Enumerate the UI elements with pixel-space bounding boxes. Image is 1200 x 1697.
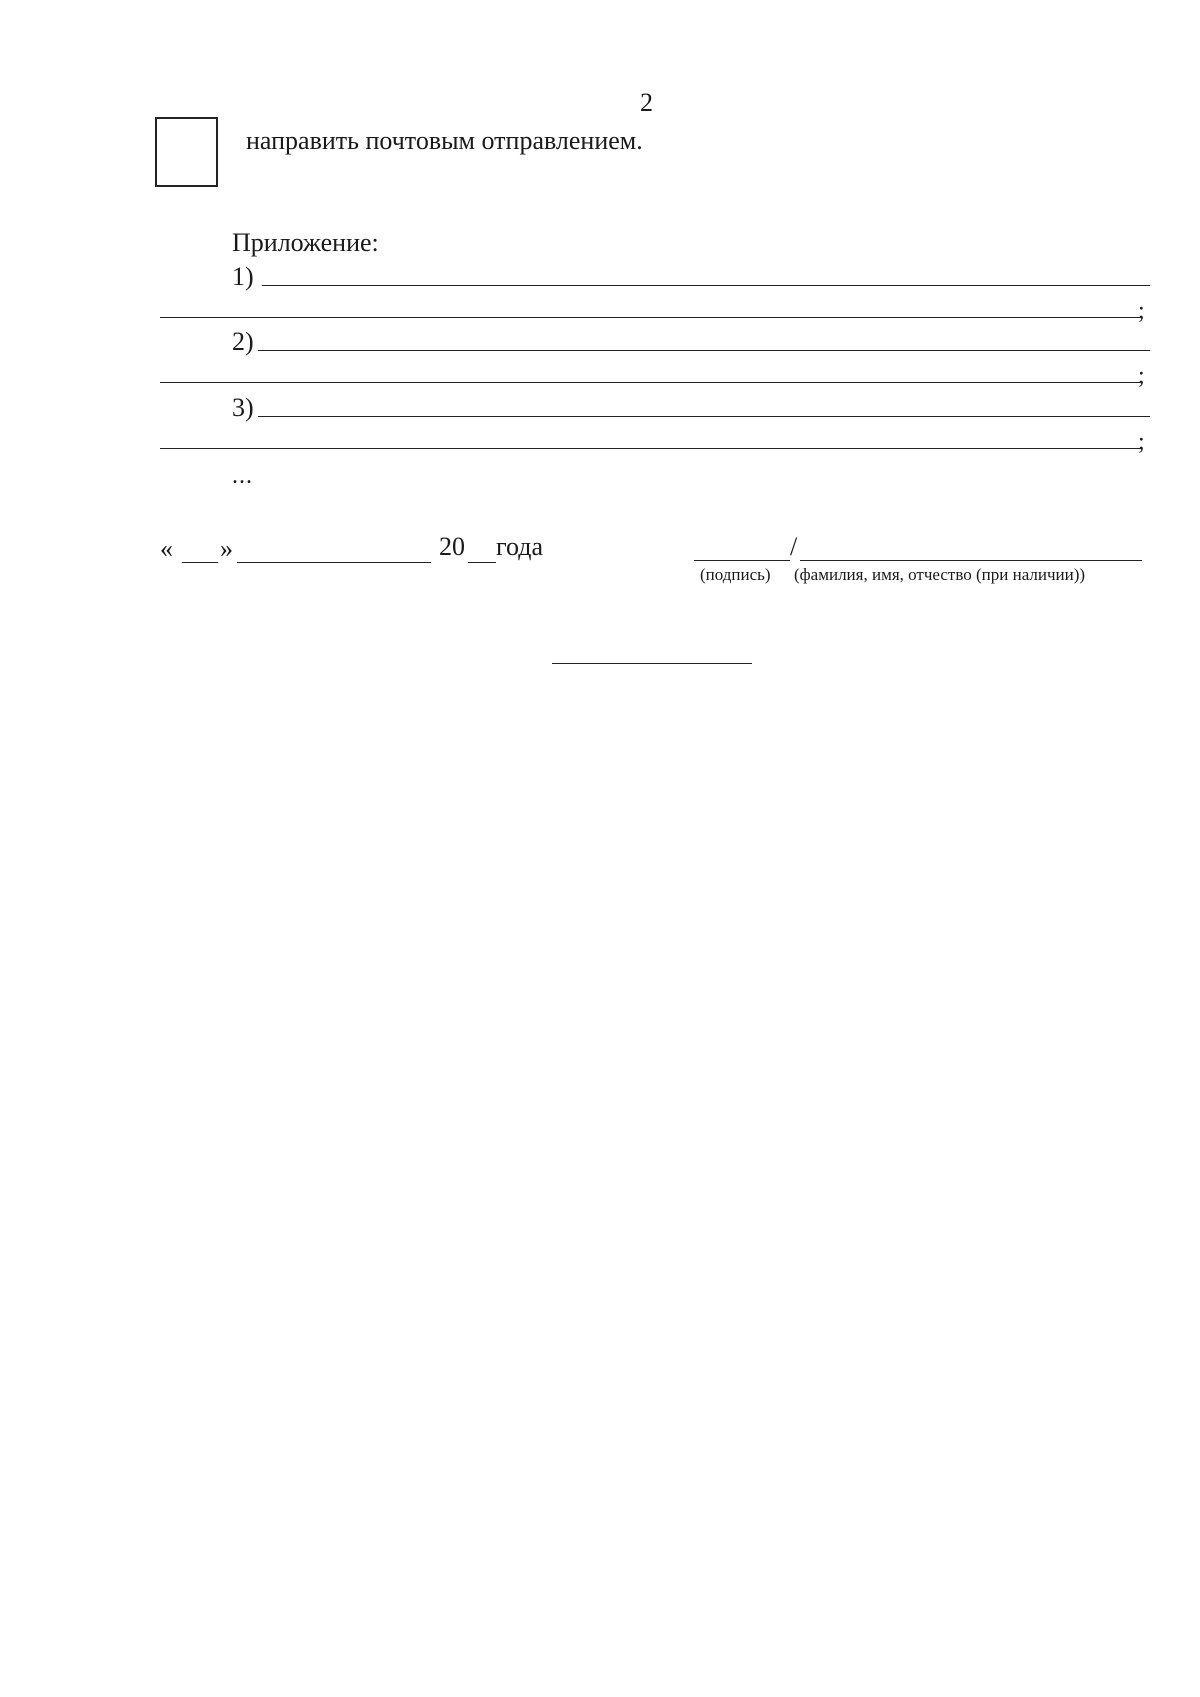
- attachment-line-3a[interactable]: [258, 416, 1150, 417]
- attachment-end-1: ;: [1138, 298, 1145, 324]
- delivery-option-label: направить почтовым отправлением.: [246, 126, 643, 155]
- attachment-line-1b[interactable]: [160, 317, 1140, 318]
- attachment-line-2b[interactable]: [160, 382, 1140, 383]
- attachment-end-3: ;: [1138, 429, 1145, 455]
- date-year-suffix: года: [496, 532, 544, 561]
- page-number: 2: [640, 88, 653, 117]
- date-month-line[interactable]: [237, 562, 431, 563]
- signature-line[interactable]: [694, 560, 790, 561]
- date-day-line[interactable]: [182, 562, 218, 563]
- attachment-end-2: ;: [1138, 363, 1145, 389]
- date-open-quote: «: [160, 534, 173, 563]
- attachment-line-1a[interactable]: [262, 285, 1150, 286]
- attachments-continuation: ...: [232, 463, 253, 489]
- attachment-line-3b[interactable]: [160, 448, 1140, 449]
- attachment-item-number-2: 2): [232, 327, 254, 356]
- delivery-checkbox[interactable]: [155, 117, 218, 187]
- attachment-item-number-1: 1): [232, 262, 254, 291]
- full-name-caption: (фамилия, имя, отчество (при наличии)): [794, 565, 1086, 584]
- attachment-line-2a[interactable]: [258, 350, 1150, 351]
- full-name-line[interactable]: [800, 560, 1142, 561]
- attachments-title: Приложение:: [232, 228, 379, 257]
- attachment-item-number-3: 3): [232, 393, 254, 422]
- signature-caption: (подпись): [700, 565, 771, 584]
- signature-separator: /: [790, 532, 798, 561]
- date-close-quote: »: [220, 534, 233, 563]
- date-year-prefix: 20: [439, 532, 465, 561]
- closing-rule: [552, 663, 752, 664]
- date-year-line[interactable]: [468, 562, 496, 563]
